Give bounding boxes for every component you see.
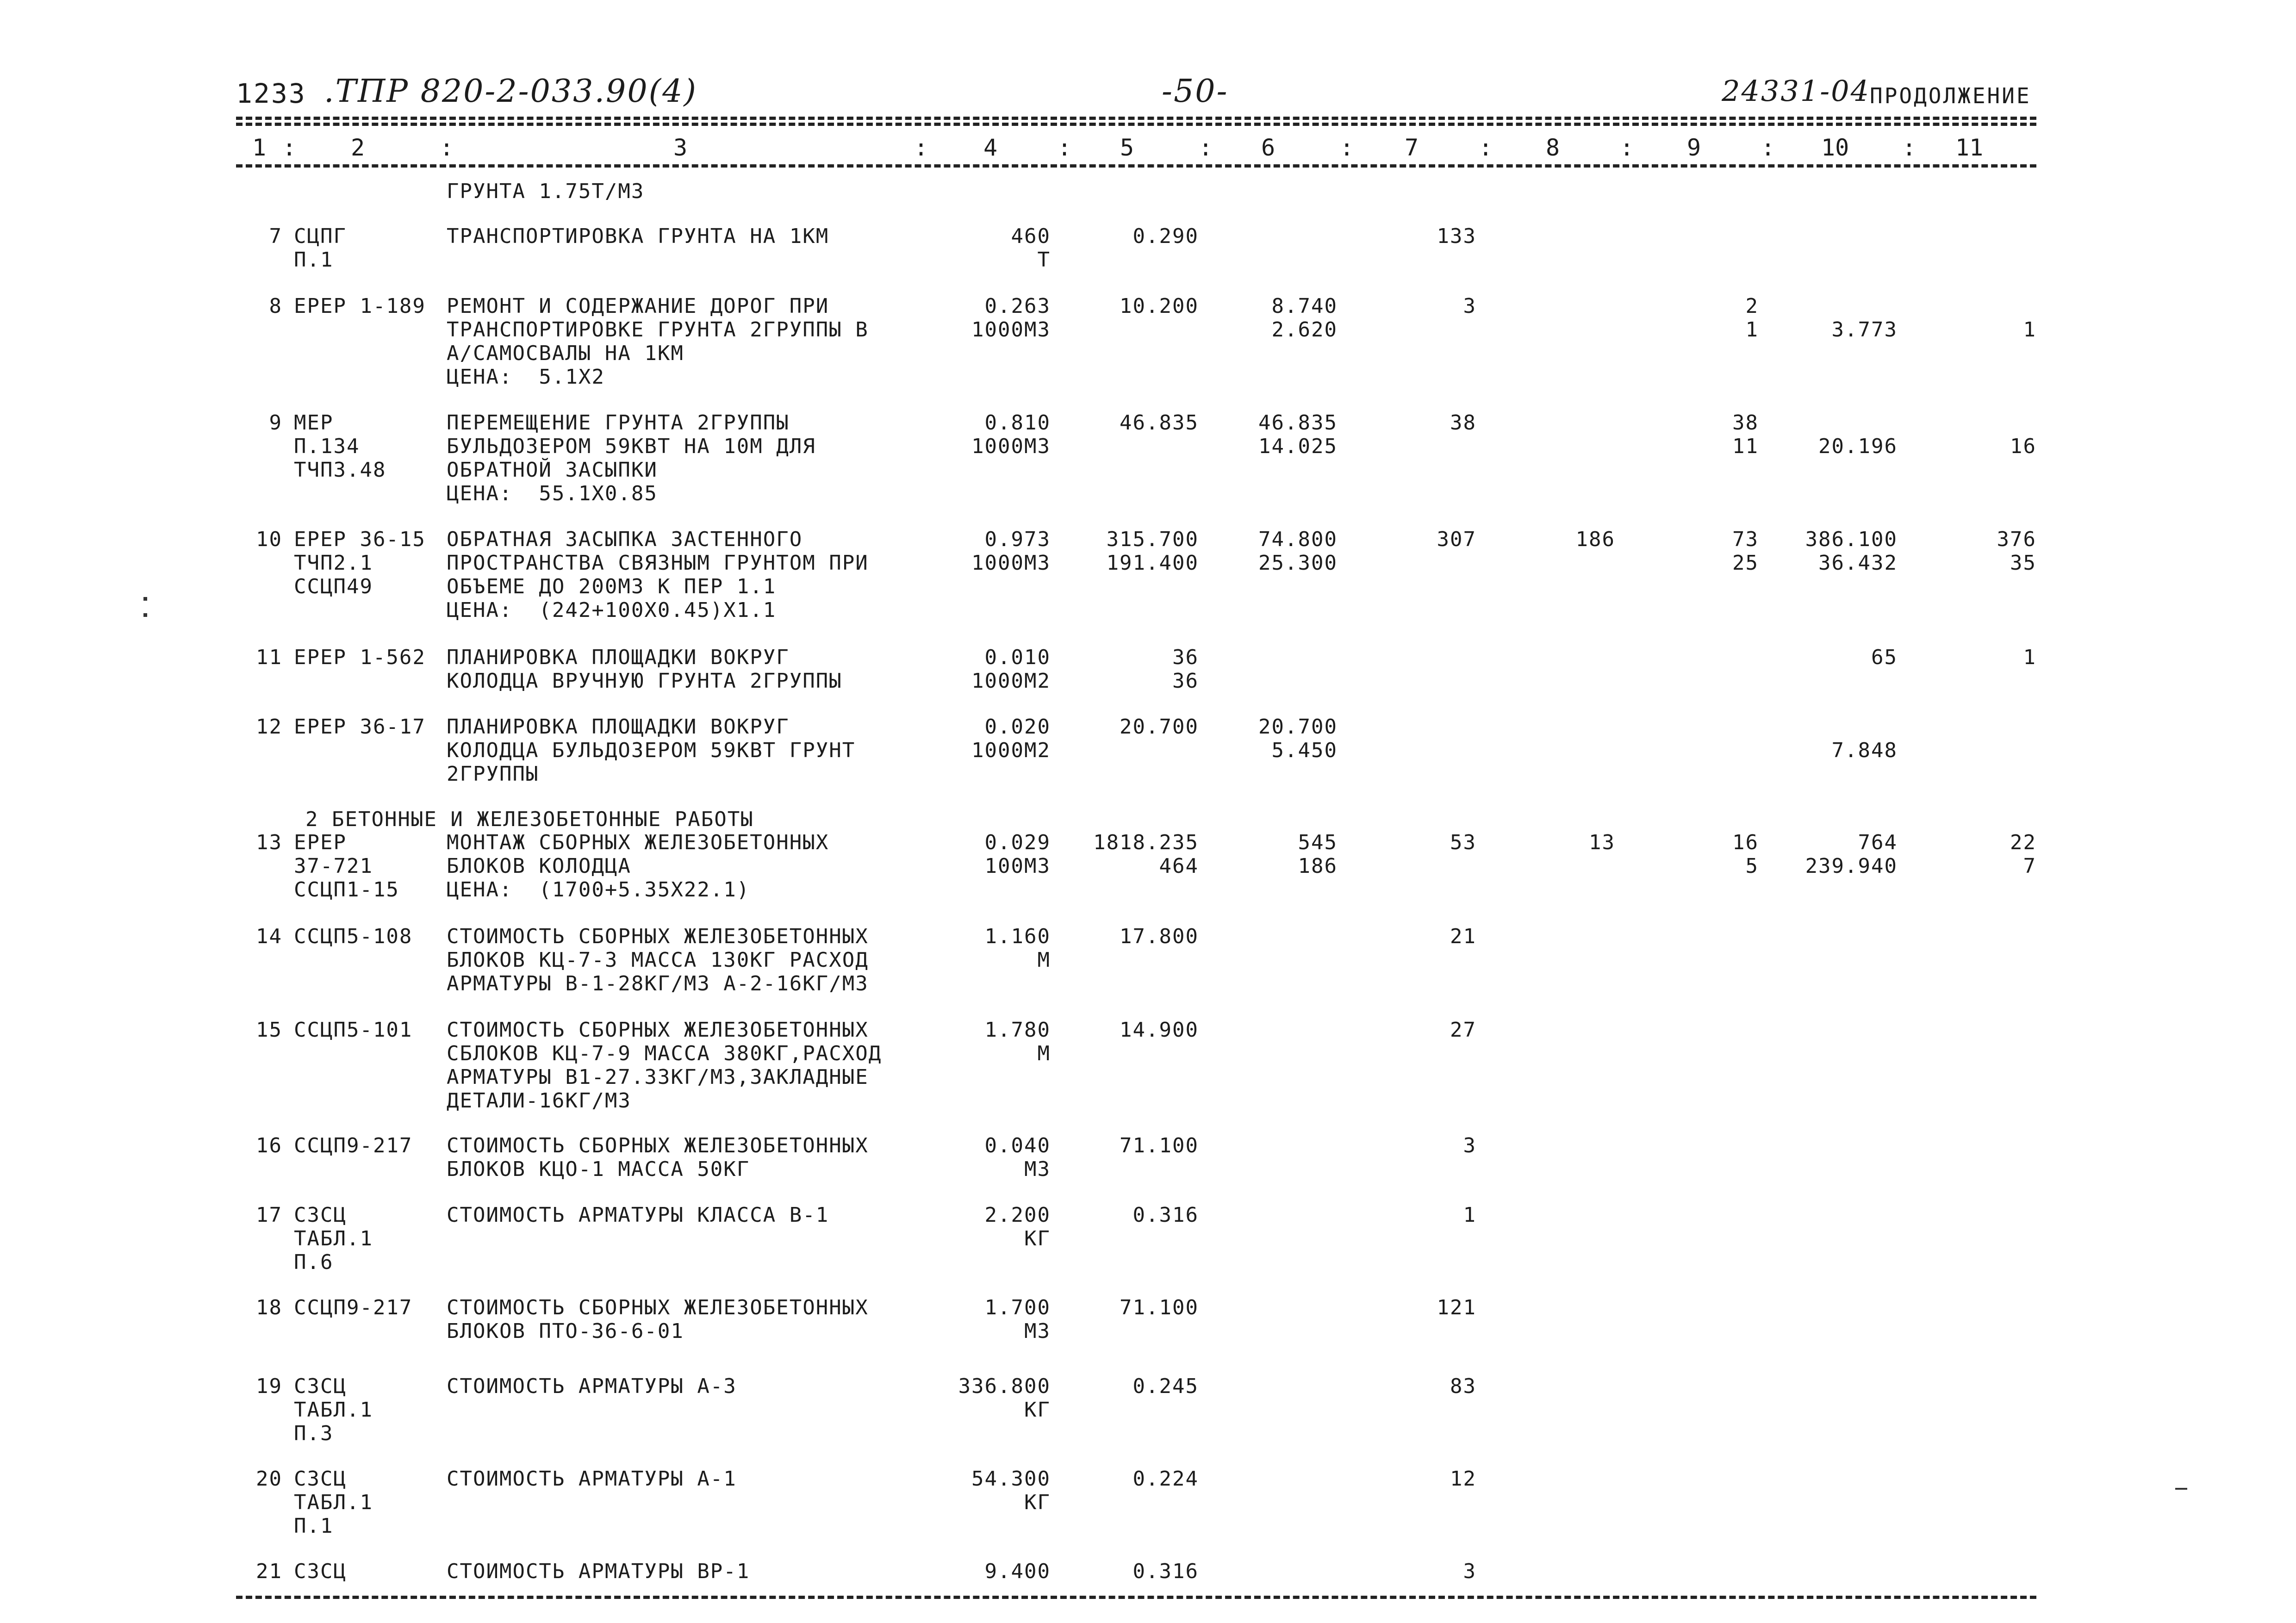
margin-mark [2175,1488,2187,1490]
operation-cost-cell: 38 11 [1732,411,1759,458]
wages-cost-cell: 186 [1575,528,1615,551]
column-separator: : [1340,134,1354,161]
rate-code-cell: СЦПГ П.1 [294,224,347,272]
quantity-cell: 0.973 1000М3 [971,528,1051,575]
page-marker: -50- [1162,73,1229,110]
work-description-cell: СТОИМОСТЬ АРМАТУРЫ КЛАССА В-1 [447,1203,829,1227]
work-description-cell: СТОИМОСТЬ СБОРНЫХ ЖЕЛЕЗОБЕТОННЫХ СБЛОКОВ КЦ-7-9 МАССА 380КГ,РАСХОД АРМАТУРЫ В1-27.33КГ/М3,ЗАКЛАДНЫЕ ДЕТАЛИ-16КГ/М3 [447,1018,882,1113]
column-separator: : [1902,134,1916,161]
quantity-cell: 54.300 КГ [971,1467,1051,1514]
column-number: 5 [1120,134,1134,161]
row-number-cell: 11 [256,646,282,669]
quantity-cell: 9.400 [984,1560,1051,1583]
column-number: 11 [1955,134,1984,161]
unit-cost-cell: 0.224 [1132,1467,1199,1491]
rate-code-cell: ЕРЕР 36-17 [294,715,426,739]
column-header-rule [236,164,2036,168]
row-number-cell: 9 [269,411,282,435]
quantity-cell: 0.263 1000М3 [971,294,1051,342]
rate-code-cell: СЗСЦ ТАБЛ.1 П.1 [294,1467,373,1538]
margin-mark [143,597,147,601]
header-rule-top [236,117,2036,120]
work-description-cell: РЕМОНТ И СОДЕРЖАНИЕ ДОРОГ ПРИ ТРАНСПОРТИРОВКЕ ГРУНТА 2ГРУППЫ В А/САМОСВАЛЫ НА 1КМ ЦЕНА: 5.1Х2 [447,294,869,389]
work-description-cell: СТОИМОСТЬ СБОРНЫХ ЖЕЛЕЗОБЕТОННЫХ БЛОКОВ КЦО-1 МАССА 50КГ [447,1134,869,1181]
total-labor-cell: 376 35 [1997,528,2036,575]
column-separator: : [440,134,454,161]
machine-cost-cell: 545 186 [1298,831,1338,878]
rate-code-cell: ССЦП9-217 [294,1134,413,1157]
quantity-cell: 0.029 100М3 [984,831,1051,878]
total-labor-cell: 1 [2023,318,2036,342]
header-rule-top-double [236,123,2036,126]
row-number-cell: 15 [256,1018,282,1042]
work-description-cell: ПЛАНИРОВКА ПЛОЩАДКИ ВОКРУГ КОЛОДЦА БУЛЬДОЗЕРОМ 59КВТ ГРУНТ 2ГРУППЫ [447,715,856,786]
unit-cost-cell: 46.835 [1120,411,1199,435]
labor-hours-cell: 764 239.940 [1805,831,1898,878]
unit-cost-cell: 1818.235 464 [1093,831,1199,878]
total-cost-cell: 121 [1437,1296,1476,1319]
rate-code-cell: ССЦП9-217 [294,1296,413,1319]
operation-cost-cell: 16 5 [1732,831,1759,878]
column-separator: : [914,134,928,161]
work-description-cell: ПЕРЕМЕЩЕНИЕ ГРУНТА 2ГРУППЫ БУЛЬДОЗЕРОМ 59КВТ НА 10М ДЛЯ ОБРАТНОЙ ЗАСЫПКИ ЦЕНА: 55.1Х0.85 [447,411,816,505]
operation-cost-cell: 73 25 [1732,528,1759,575]
column-separator: : [1058,134,1072,161]
row-number-cell: 20 [256,1467,282,1491]
total-cost-cell: 3 [1463,294,1476,318]
footer-rule [236,1596,2036,1599]
quantity-cell: 1.160 М [984,925,1051,972]
total-cost-cell: 3 [1463,1560,1476,1583]
rate-code-cell: ССЦП5-108 [294,925,413,948]
wages-cost-cell: 13 [1589,831,1615,854]
work-description-cell: СТОИМОСТЬ СБОРНЫХ ЖЕЛЕЗОБЕТОННЫХ БЛОКОВ КЦ-7-3 МАССА 130КГ РАСХОД АРМАТУРЫ В-1-28КГ/М3 А-2-16КГ/М3 [447,925,869,995]
machine-cost-cell: 74.800 25.300 [1258,528,1338,575]
work-description-cell: ОБРАТНАЯ ЗАСЫПКА ЗАСТЕННОГО ПРОСТРАНСТВА СВЯЗНЫМ ГРУНТОМ ПРИ ОБЪЕМЕ ДО 200М3 К ПЕР 1.1 ЦЕНА: (242+100Х0.45)Х1.1 [447,528,869,622]
quantity-cell: 0.040 М3 [984,1134,1051,1181]
work-description-cell: ПЛАНИРОВКА ПЛОЩАДКИ ВОКРУГ КОЛОДЦА ВРУЧНУЮ ГРУНТА 2ГРУППЫ [447,646,842,693]
machine-cost-cell: 8.740 2.620 [1271,294,1338,342]
column-separator: : [282,134,297,161]
sheet-number: 1233 [236,78,306,109]
total-cost-cell: 21 [1450,925,1476,948]
column-number: 7 [1405,134,1419,161]
unit-cost-cell: 10.200 [1120,294,1199,318]
quantity-cell: 460 Т [1011,224,1051,272]
quantity-cell: 0.810 1000М3 [971,411,1051,458]
unit-cost-cell: 36 36 [1172,646,1199,693]
quantity-cell: 2.200 КГ [984,1203,1051,1250]
machine-cost-cell: 20.700 5.450 [1258,715,1338,762]
row-number-cell: 13 [256,831,282,854]
row-number-cell: 7 [269,224,282,248]
unit-cost-cell: 0.245 [1132,1374,1199,1398]
labor-hours-cell: 386.100 36.432 [1805,528,1898,575]
quantity-cell: 0.020 1000М2 [971,715,1051,762]
quantity-cell: 336.800 КГ [958,1374,1051,1422]
column-number: 4 [983,134,998,161]
work-description-cell: СТОИМОСТЬ АРМАТУРЫ А-3 [447,1374,737,1398]
column-separator: : [1620,134,1634,161]
row-number-cell: 18 [256,1296,282,1319]
total-cost-cell: 53 [1450,831,1476,854]
column-number: 10 [1821,134,1849,161]
work-description-cell: СТОИМОСТЬ АРМАТУРЫ А-1 [447,1467,737,1491]
labor-hours-cell: 3.773 [1831,318,1898,342]
total-cost-cell: 27 [1450,1018,1476,1042]
unit-cost-cell: 0.316 [1132,1203,1199,1227]
row-number-cell: 10 [256,528,282,551]
rate-code-cell: СЗСЦ [294,1560,347,1583]
rate-code-cell: ЕРЕР 1-189 [294,294,426,318]
work-description-cell: СТОИМОСТЬ СБОРНЫХ ЖЕЛЕЗОБЕТОННЫХ БЛОКОВ ПТО-36-6-01 [447,1296,869,1343]
quantity-cell: 0.010 1000М2 [971,646,1051,693]
work-description-cell: ТРАНСПОРТИРОВКА ГРУНТА НА 1КМ [447,224,829,248]
section-title: 2 БЕТОННЫЕ И ЖЕЛЕЗОБЕТОННЫЕ РАБОТЫ [305,808,754,831]
row-number-cell: 8 [269,294,282,318]
row-number-cell: 12 [256,715,282,739]
column-separator: : [1479,134,1493,161]
continuation-label: ПРОДОЛЖЕНИЕ [1870,83,2031,108]
unit-cost-cell: 14.900 [1120,1018,1199,1042]
column-number: 8 [1546,134,1560,161]
total-cost-cell: 307 [1437,528,1476,551]
column-number: 1 [252,134,267,161]
margin-mark [143,613,147,617]
rate-code-cell: ССЦП5-101 [294,1018,413,1042]
total-cost-cell: 1 [1463,1203,1476,1227]
machine-cost-cell: 46.835 14.025 [1258,411,1338,458]
document-code: .ТПР 820-2-033.90(4) [324,73,697,110]
total-labor-cell: 22 7 [2010,831,2036,878]
row-number-cell: 14 [256,925,282,948]
previous-row-continuation: ГРУНТА 1.75Т/М3 [447,180,645,203]
unit-cost-cell: 20.700 [1120,715,1199,739]
total-cost-cell: 83 [1450,1374,1476,1398]
total-cost-cell: 3 [1463,1134,1476,1157]
total-cost-cell: 133 [1437,224,1476,248]
quantity-cell: 1.700 М3 [984,1296,1051,1343]
column-separator: : [1199,134,1213,161]
total-cost-cell: 12 [1450,1467,1476,1491]
column-number: 2 [351,134,365,161]
column-number: 6 [1261,134,1276,161]
labor-hours-cell: 7.848 [1831,739,1898,762]
column-separator: : [1761,134,1775,161]
unit-cost-cell: 71.100 [1120,1296,1199,1319]
unit-cost-cell: 71.100 [1120,1134,1199,1157]
row-number-cell: 16 [256,1134,282,1157]
work-description-cell: МОНТАЖ СБОРНЫХ ЖЕЛЕЗОБЕТОННЫХ БЛОКОВ КОЛОДЦА ЦЕНА: (1700+5.35Х22.1) [447,831,829,902]
rate-code-cell: СЗСЦ ТАБЛ.1 П.3 [294,1374,373,1445]
labor-hours-cell: 65 [1871,646,1898,669]
quantity-cell: 1.780 М [984,1018,1051,1065]
operation-cost-cell: 2 1 [1745,294,1759,342]
rate-code-cell: МЕР П.134 ТЧП3.48 [294,411,386,482]
total-labor-cell: 16 [2010,435,2036,458]
work-description-cell: СТОИМОСТЬ АРМАТУРЫ ВР-1 [447,1560,750,1583]
document-number: 24331-04 [1722,74,1871,108]
rate-code-cell: СЗСЦ ТАБЛ.1 П.6 [294,1203,373,1274]
total-labor-cell: 1 [2023,646,2036,669]
unit-cost-cell: 17.800 [1120,925,1199,948]
unit-cost-cell: 0.290 [1132,224,1199,248]
total-cost-cell: 38 [1450,411,1476,435]
rate-code-cell: ЕРЕР 37-721 ССЦП1-15 [294,831,399,902]
unit-cost-cell: 315.700 191.400 [1106,528,1199,575]
row-number-cell: 21 [256,1560,282,1583]
labor-hours-cell: 20.196 [1818,435,1898,458]
column-number: 3 [673,134,688,161]
rate-code-cell: ЕРЕР 36-15 ТЧП2.1 ССЦП49 [294,528,426,598]
row-number-cell: 19 [256,1374,282,1398]
column-number: 9 [1687,134,1701,161]
row-number-cell: 17 [256,1203,282,1227]
unit-cost-cell: 0.316 [1132,1560,1199,1583]
rate-code-cell: ЕРЕР 1-562 [294,646,426,669]
